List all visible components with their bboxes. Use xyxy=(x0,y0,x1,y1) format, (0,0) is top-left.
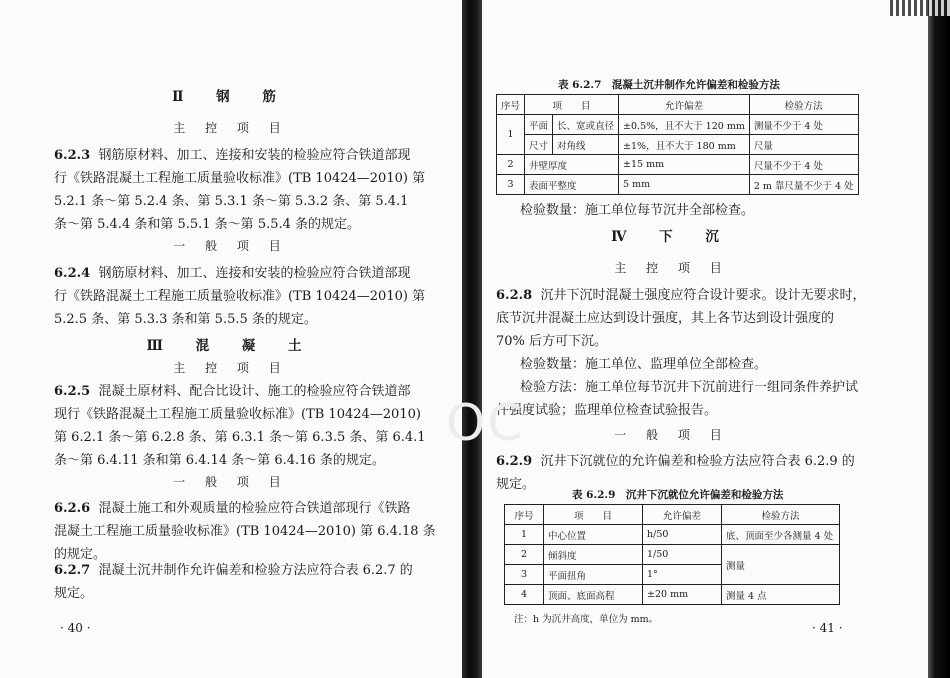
subsection-main-control: 主 控 项 目 xyxy=(173,361,289,375)
inspection-method-line: 件强度试验；监理单位检查试验报告。 xyxy=(496,403,718,418)
method-cell: 尺量 xyxy=(749,135,858,155)
clause-6-2-4 xyxy=(54,262,410,285)
clause-text-line: 条～第 5.4.4 条和第 5.5.1 条～第 5.5.4 条的规定。 xyxy=(54,217,361,232)
item-cell: 中心位置 xyxy=(544,525,643,545)
header-cell: 检验方法 xyxy=(722,505,840,525)
tolerance-cell: ±20 mm xyxy=(643,585,722,605)
clause-number: 6.2.8 xyxy=(496,288,533,303)
clause-number: 6.2.7 xyxy=(54,563,91,578)
clause-text: 混凝土原材料、配合比设计、施工的检验应符合铁道部 xyxy=(98,384,411,399)
clause-text-line: 混凝土工程施工质量验收标准》(TB 10424—2010) 第 6.4.18 条 xyxy=(54,524,436,539)
table-6-2-7-caption: 表 6.2.7 混凝土沉井制作允许偏差和检验方法 xyxy=(558,79,780,91)
item-cell: 长、宽或直径 xyxy=(553,115,619,135)
header-cell: 序号 xyxy=(497,95,525,115)
table-row xyxy=(505,585,840,605)
clause-text: 钢筋原材料、加工、连接和安装的检验应符合铁道部现 xyxy=(98,266,411,281)
clause-number: 6.2.4 xyxy=(54,266,91,281)
book-spine xyxy=(462,0,482,678)
item-cell: 顶面、底面高程 xyxy=(544,585,643,605)
row-number: 3 xyxy=(497,175,525,195)
header-cell: 检验方法 xyxy=(749,95,858,115)
clause-text-line: 规定。 xyxy=(54,586,94,601)
row-number: 1 xyxy=(497,115,525,155)
section-title-sinking: Ⅳ 下 沉 xyxy=(611,229,733,245)
clause-text-line: 条～第 6.4.11 条和第 6.4.14 条～第 6.4.16 条的规定。 xyxy=(54,453,385,468)
table-row xyxy=(505,545,840,565)
header-cell: 项 目 xyxy=(525,95,619,115)
table-6-2-9-caption: 表 6.2.9 沉井下沉就位允许偏差和检验方法 xyxy=(572,489,784,501)
method-cell: 尺量不少于 4 处 xyxy=(749,155,858,175)
table-row xyxy=(497,155,859,175)
clause-number: 6.2.9 xyxy=(496,454,533,469)
clause-text-line: 现行《铁路混凝土工程施工质量验收标准》(TB 10424—2010) xyxy=(54,407,421,422)
table-row xyxy=(497,115,859,135)
subsection-general: 一 般 项 目 xyxy=(614,428,730,442)
clause-text-line: 5.2.1 条～第 5.2.4 条、第 5.3.1 条～第 5.3.2 条、第 5.4.1 xyxy=(54,194,409,209)
left-page xyxy=(0,0,462,678)
group-label: 平面 xyxy=(525,115,553,135)
clause-text-line: 底节沉井混凝土应达到设计强度，其上各节达到设计强度的 xyxy=(496,311,835,326)
row-number: 1 xyxy=(505,525,544,545)
clause-text: 沉井下沉就位的允许偏差和检验方法应符合表 6.2.9 的 xyxy=(540,454,855,469)
clause-6-2-9 xyxy=(496,450,855,473)
table-row xyxy=(497,135,859,155)
clause-text-line: 规定。 xyxy=(496,477,536,492)
row-number: 2 xyxy=(505,545,544,565)
clause-text-line: 的规定。 xyxy=(54,547,107,562)
clause-text-line: 行《铁路混凝土工程施工质量验收标准》(TB 10424—2010) 第 xyxy=(54,171,426,186)
clause-text: 混凝土施工和外观质量的检验应符合铁道部现行《铁路 xyxy=(98,501,411,516)
table-header-row xyxy=(505,505,840,525)
clause-text: 混凝土沉井制作允许偏差和检验方法应符合表 6.2.7 的 xyxy=(98,563,413,578)
subsection-main-control: 主 控 项 目 xyxy=(614,261,730,275)
tolerance-cell: 5 mm xyxy=(619,175,750,195)
method-cell: 底、顶面至少各测量 4 处 xyxy=(722,525,840,545)
header-cell: 允许偏差 xyxy=(643,505,722,525)
item-cell: 对角线 xyxy=(553,135,619,155)
row-number: 2 xyxy=(497,155,525,175)
item-cell: 倾斜度 xyxy=(544,545,643,565)
header-cell: 项 目 xyxy=(544,505,643,525)
table-6-2-9 xyxy=(504,504,840,605)
clause-6-2-5 xyxy=(54,380,410,403)
clause-text: 钢筋原材料、加工、连接和安装的检验应符合铁道部现 xyxy=(98,148,411,163)
table-header-row xyxy=(497,95,859,115)
item-cell: 井壁厚度 xyxy=(525,155,619,175)
page-number: · 41 · xyxy=(812,621,843,635)
table-row xyxy=(505,525,840,545)
tolerance-cell: 1° xyxy=(643,565,722,585)
table-6-2-7 xyxy=(496,94,859,195)
scan-edge-shadow xyxy=(928,0,950,678)
method-cell: 测量不少于 4 处 xyxy=(749,115,858,135)
method-cell: 2 m 靠尺量不少于 4 处 xyxy=(749,175,858,195)
clause-text-line: 第 6.2.1 条～第 6.2.8 条、第 6.3.1 条～第 6.3.5 条、第 6.4.1 xyxy=(54,430,426,445)
row-number: 3 xyxy=(505,565,544,585)
clause-number: 6.2.6 xyxy=(54,501,91,516)
subsection-general: 一 般 项 目 xyxy=(173,475,289,489)
tolerance-cell: h/50 xyxy=(643,525,722,545)
table-note: 注：h 为沉井高度，单位为 mm。 xyxy=(514,614,659,625)
tolerance-cell: ±1%，且不大于 180 mm xyxy=(619,135,750,155)
table-row xyxy=(497,175,859,195)
clause-6-2-7 xyxy=(54,559,413,582)
watermark: OC xyxy=(446,394,525,452)
clause-text: 沉井下沉时混凝土强度应符合设计要求。设计无要求时， xyxy=(540,288,866,303)
item-cell: 平面扭角 xyxy=(544,565,643,585)
tolerance-cell: ±0.5%，且不大于 120 mm xyxy=(619,115,750,135)
method-cell: 测量 xyxy=(722,545,840,585)
clause-text-line: 5.2.5 条、第 5.3.3 条和第 5.5.5 条的规定。 xyxy=(54,312,317,327)
inspection-quantity: 检验数量：施工单位每节沉井全部检查。 xyxy=(520,203,755,218)
tolerance-cell: ±15 mm xyxy=(619,155,750,175)
section-title-concrete: Ⅲ 混 凝 土 xyxy=(146,338,316,354)
inspection-quantity: 检验数量：施工单位、监理单位全部检查。 xyxy=(520,357,768,372)
section-title-reinforcement: Ⅱ 钢 筋 xyxy=(172,89,290,105)
method-cell: 测量 4 点 xyxy=(722,585,840,605)
row-number: 4 xyxy=(505,585,544,605)
clause-text-line: 70% 后方可下沉。 xyxy=(496,334,608,349)
scan-corner-artifact xyxy=(890,0,950,16)
subsection-general: 一 般 项 目 xyxy=(173,239,289,253)
clause-6-2-8 xyxy=(496,284,865,307)
inspection-method: 检验方法：施工单位每节沉井下沉前进行一组同条件养护试 xyxy=(520,380,859,395)
header-cell: 序号 xyxy=(505,505,544,525)
clause-number: 6.2.5 xyxy=(54,384,91,399)
tolerance-cell: 1/50 xyxy=(643,545,722,565)
subsection-main-control: 主 控 项 目 xyxy=(173,121,289,135)
header-cell: 允许偏差 xyxy=(619,95,750,115)
group-label: 尺寸 xyxy=(525,135,553,155)
page-number: · 40 · xyxy=(60,621,91,635)
clause-6-2-3 xyxy=(54,144,410,167)
clause-6-2-6 xyxy=(54,497,410,520)
clause-number: 6.2.3 xyxy=(54,148,91,163)
right-page xyxy=(482,0,950,678)
item-cell: 表面平整度 xyxy=(525,175,619,195)
clause-text-line: 行《铁路混凝土工程施工质量验收标准》(TB 10424—2010) 第 xyxy=(54,289,426,304)
